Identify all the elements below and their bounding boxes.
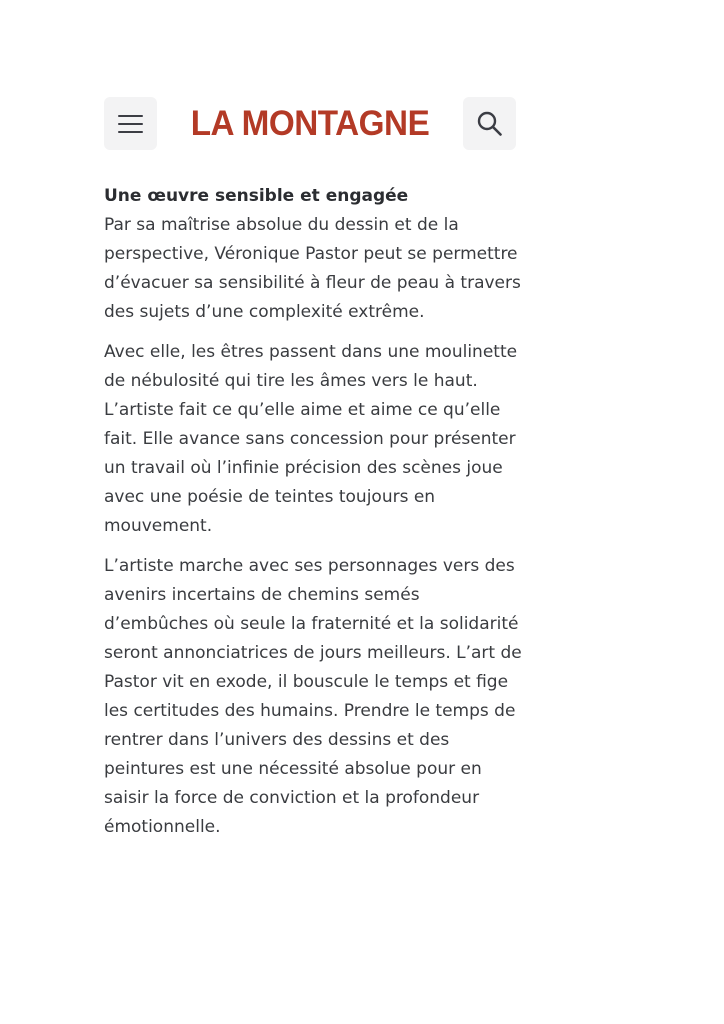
article-subheading: Une œuvre sensible et engagée [104, 186, 409, 206]
site-header [104, 97, 516, 151]
site-logo[interactable]: LA MONTAGNE [190, 104, 430, 143]
search-button[interactable] [463, 97, 516, 150]
paragraph-text: Par sa maîtrise absolue du dessin et de la perspective, Véronique Pastor peut se permettre d’évacuer sa sensibilité à fleur de peau à travers des sujets d’une complexité extrême. [104, 215, 521, 322]
article-paragraph-3: L’artiste marche avec ses personnages vers des avenirs incertains de chemins semés d’embûches où seule la fraternité et la solidarité seront annonciatrices de jours meilleurs. L’art de Pastor vit en exode, il bouscule le temps et fige les certitudes des humains. Prendre le temps de rentrer dans l’univers des dessins et des peintures est une nécessité absolue pour en saisir la force de conviction et la profondeur émotionnelle. [104, 556, 522, 837]
menu-button[interactable] [104, 97, 157, 150]
hamburger-menu-icon [118, 115, 143, 133]
article-body [104, 182, 524, 853]
article-paragraph-1 [104, 182, 524, 327]
article-paragraph-2: Avec elle, les êtres passent dans une moulinette de nébulosité qui tire les âmes vers le haut. L’artiste fait ce qu’elle aime et aime ce qu’elle fait. Elle avance sans concession pour présenter un travail où l’infinie précision des scènes joue avec une poésie de teintes toujours en mouvement. [104, 342, 518, 536]
magnifier-search-icon [476, 110, 503, 137]
